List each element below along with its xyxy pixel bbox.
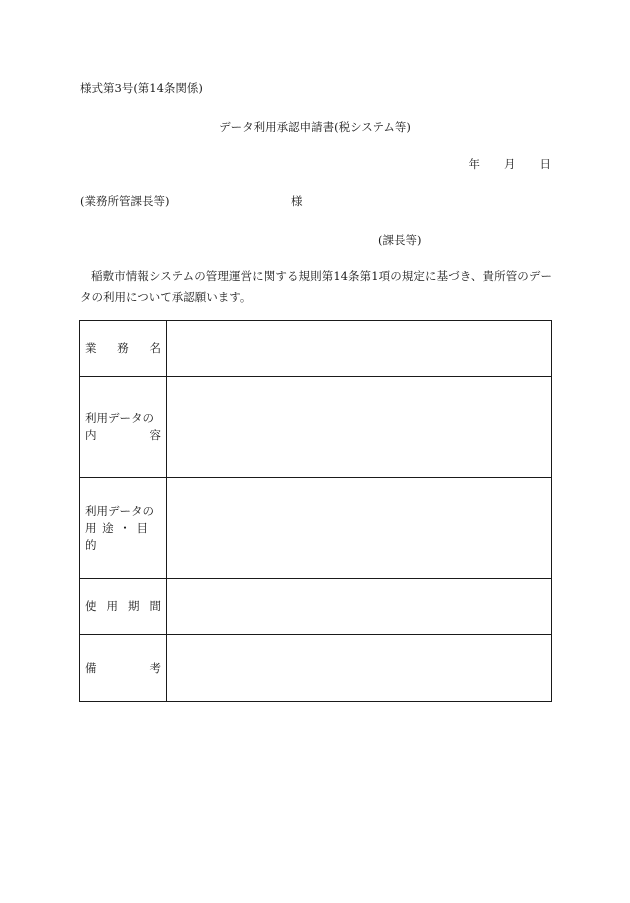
field-business-name[interactable] [167, 321, 552, 377]
application-form-table [79, 320, 552, 702]
date-month: 月 [504, 157, 516, 171]
label-usage-period: 使 用 期 間 [80, 579, 167, 635]
date-line [445, 156, 552, 172]
label-data-content: 利用データの 内 容 [80, 377, 167, 478]
applicant-label: (課長等) [378, 233, 422, 247]
date-year: 年 [468, 157, 480, 171]
recipient-label: (業務所管課長等) [80, 194, 170, 208]
table-row [80, 579, 552, 635]
field-data-purpose[interactable] [167, 478, 552, 579]
document-title: データ利用承認申請書(税システム等) [219, 120, 411, 134]
label-remarks: 備 考 [80, 635, 167, 702]
honorific: 様 [291, 194, 303, 208]
table-row [80, 377, 552, 478]
form-number: 様式第3号(第14条関係) [80, 81, 203, 95]
table-row [80, 635, 552, 702]
table-row [80, 321, 552, 377]
date-day: 日 [539, 157, 551, 171]
request-statement: 稲敷市情報システムの管理運営に関する規則第14条第1項の規定に基づき、貴所管のデータの利用について承認願います。 [80, 269, 552, 304]
field-usage-period[interactable] [167, 579, 552, 635]
field-remarks[interactable] [167, 635, 552, 702]
label-business-name: 業 務 名 [80, 321, 167, 377]
table-row [80, 478, 552, 579]
label-data-purpose: 利用データの 用 途 ・ 目 的 [80, 478, 167, 579]
field-data-content[interactable] [167, 377, 552, 478]
